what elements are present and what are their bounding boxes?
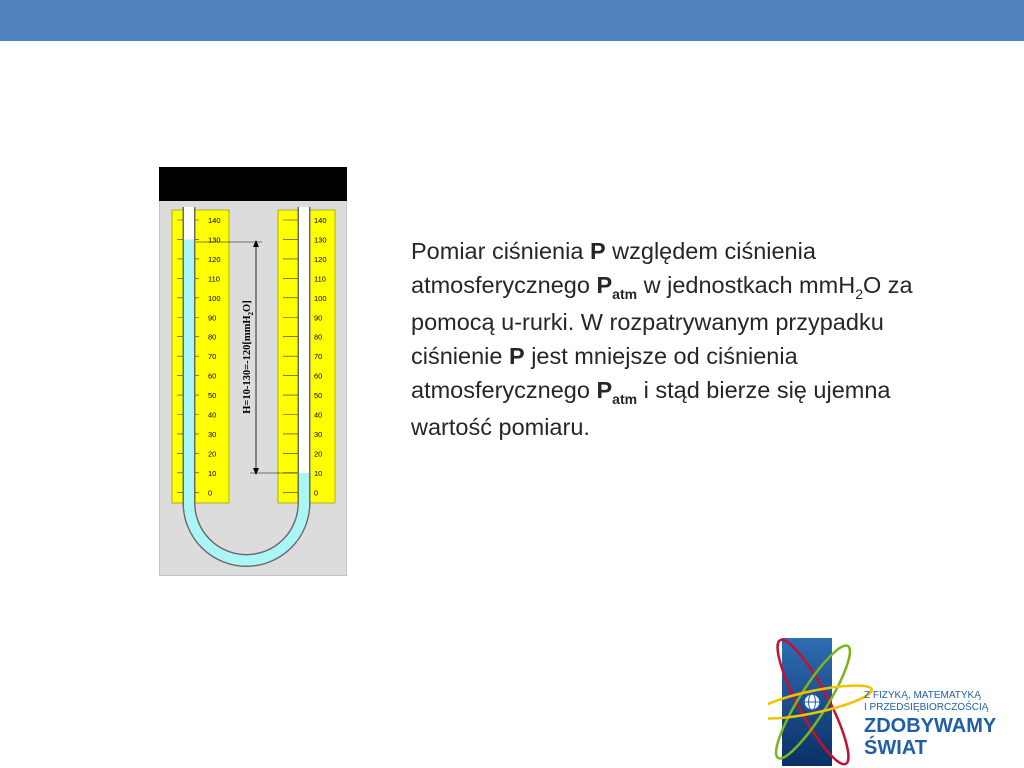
logo-title-1: ZDOBYWAMY: [864, 715, 997, 737]
scale-label: 40: [208, 410, 217, 420]
scale-label: 100: [314, 293, 327, 303]
scale-label: 70: [314, 352, 323, 362]
symbol-p: P: [589, 238, 606, 264]
scale-label: 80: [314, 332, 323, 342]
scale-label: 30: [208, 429, 217, 439]
scale-label: 110: [314, 274, 326, 284]
scale-label: 30: [314, 429, 323, 439]
scale-label: 20: [314, 449, 323, 459]
scale-label: 130: [208, 235, 221, 245]
scale-label: 80: [208, 332, 217, 342]
scale-label: 50: [314, 391, 323, 401]
logo-tagline-1: Z FIZYKĄ, MATEMATYKĄ: [864, 690, 981, 701]
scale-label: 130: [314, 235, 327, 245]
diagram-top-band: [159, 167, 347, 201]
title-bar: [0, 0, 1024, 41]
scale-label: 0: [314, 488, 319, 498]
scale-label: 90: [314, 313, 323, 323]
scale-label: 120: [314, 254, 327, 264]
scale-label: 140: [208, 216, 221, 225]
scale-label: 0: [208, 488, 213, 498]
symbol-p: P: [508, 343, 525, 369]
scale-label: 20: [208, 449, 217, 459]
description-text: Pomiar ciśnienia P względem ciśnienia atmosferycznego $P_{atm}$ w jednostkach mmH$_2$O za pomocą u-rurki. W rozpatrywanym przypadku ciśnienie P jest mniejsze od ciśnienia atmosferycznego $P_{atm}$ i stąd bierze się ujemna wartość pomiaru.: [411, 238, 913, 440]
scale-label: 120: [208, 254, 221, 264]
logo-tagline-2: I PRZEDSIĘBIORCZOŚCIĄ: [864, 702, 989, 713]
symbol-p-atm: P: [596, 377, 613, 403]
u-tube-manometer-diagram: [159, 167, 347, 576]
scale-label: 40: [314, 410, 323, 420]
logo-title-2: ŚWIAT: [864, 737, 927, 759]
scale-label: 10: [208, 468, 217, 478]
scale-label: 10: [314, 468, 323, 478]
zdobywamy-swiat-logo: [768, 622, 1024, 768]
scale-label: 60: [208, 371, 217, 381]
symbol-p-atm: P: [596, 272, 613, 298]
scale-label: 90: [208, 313, 217, 323]
scale-label: 70: [208, 352, 217, 362]
scale-label: 50: [208, 391, 217, 401]
scale-label: 110: [208, 274, 220, 284]
scale-label: 100: [208, 293, 221, 303]
scale-label: 140: [314, 216, 327, 225]
height-annotation: H=10-130=-120[mmH$_2$O]: [242, 300, 255, 414]
scale-label: 60: [314, 371, 323, 381]
